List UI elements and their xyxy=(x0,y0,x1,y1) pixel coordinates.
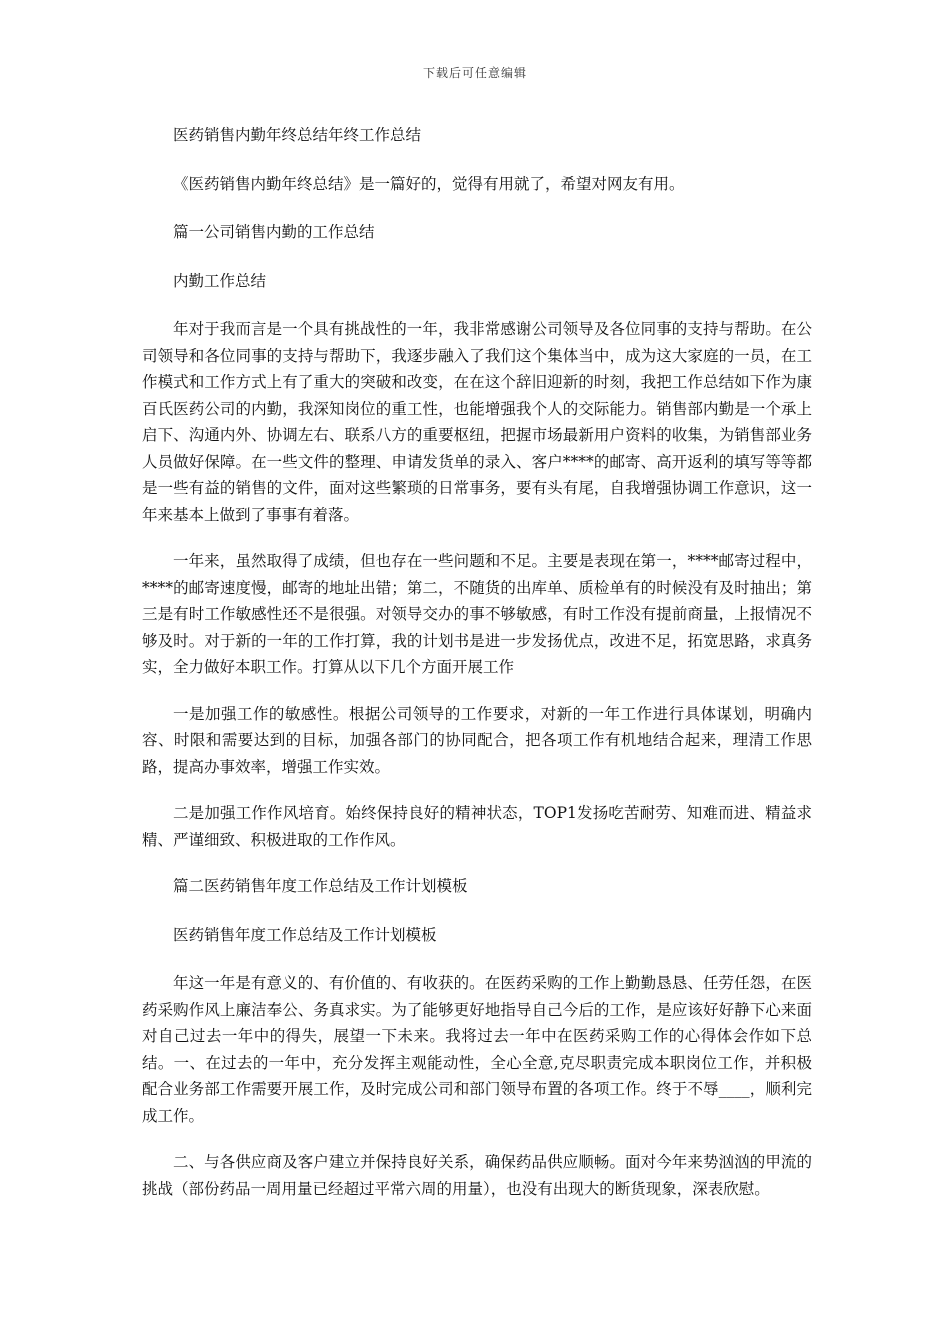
subsection-heading-internal-work: 内勤工作总结 xyxy=(173,271,267,290)
document-intro: 《医药销售内勤年终总结》是一篇好的，觉得有用就了，希望对网友有用。 xyxy=(173,174,685,193)
section-heading-part-two: 篇二医药销售年度工作总结及工作计划模板 xyxy=(173,877,468,895)
body-paragraph: 二是加强工作作风培育。始终保持良好的精神状态，TOP1发扬吃苦耐劳、知难而进、精益求精、严谨细致、积极进取的工作作风。 xyxy=(142,804,812,849)
page-header-note: 下载后可任意编辑 xyxy=(422,66,527,80)
document-body xyxy=(142,122,812,1222)
body-paragraph: 二、与各供应商及客户建立并保持良好关系，确保药品供应顺畅。面对今年来势汹汹的甲流的挑战（部份药品一周用量已经超过平常六周的用量），也没有出现大的断货现象，深表欣慰。 xyxy=(142,1153,812,1198)
body-paragraph: 一是加强工作的敏感性。根据公司领导的工作要求，对新的一年工作进行具体谋划，明确内容、时限和需要达到的目标，加强各部门的协同配合，把各项工作有机地结合起来，理清工作思路，提高办事效率，增强工作实效。 xyxy=(142,704,812,776)
body-paragraph: 年这一年是有意义的、有价值的、有收获的。在医药采购的工作上勤勤恳恳、任劳任怨，在医药采购作风上廉洁奉公、务真求实。为了能够更好地指导自己今后的工作，是应该好好静下心来面对自己过去一年中的得失，展望一下未来。我将过去一年中在医药采购工作的心得体会作如下总结。一、在过去的一年中，充分发挥主观能动性，全心全意,克尽职责完成本职岗位工作，并积极配合业务部工作需要开展工作，及时完成公司和部门领导布置的各项工作。终于不辱____，顺利完成工作。 xyxy=(142,974,812,1125)
section-heading-part-one: 篇一公司销售内勤的工作总结 xyxy=(173,223,375,241)
document-title: 医药销售内勤年终总结年终工作总结 xyxy=(173,126,422,144)
body-paragraph: 一年来，虽然取得了成绩，但也存在一些问题和不足。主要是表现在第一，****邮寄过程中，****的邮寄速度慢，邮寄的地址出错；第二，不随货的出库单、质检单有的时候没有及时抽出；第三是有时工作敏感性还不是很强。对领导交办的事不够敏感，有时工作没有提前商量，上报情况不够及时。对于新的一年的工作打算，我的计划书是进一步发扬优点，改进不足，拓宽思路，求真务实，全力做好本职工作。打算从以下几个方面开展工作 xyxy=(142,552,812,676)
subsection-heading-template: 医药销售年度工作总结及工作计划模板 xyxy=(173,925,437,944)
body-paragraph: 年对于我而言是一个具有挑战性的一年，我非常感谢公司领导及各位同事的支持与帮助。在公司领导和各位同事的支持与帮助下，我逐步融入了我们这个集体当中，成为这大家庭的一员，在工作模式和工作方式上有了重大的突破和改变，在在这个辞旧迎新的时刻，我把工作总结如下作为康百氏医药公司的内勤，我深知岗位的重工性，也能增强我个人的交际能力。销售部内勤是一个承上启下、沟通内外、协调左右、联系八方的重要枢纽，把握市场最新用户资料的收集，为销售部业务人员做好保障。在一些文件的整理、申请发货单的录入、客户****的邮寄、高开返利的填写等等都是一些有益的销售的文件，面对这些繁琐的日常事务，要有头有尾，自我增强协调工作意识，这一年来基本上做到了事事有着落。 xyxy=(142,320,812,524)
